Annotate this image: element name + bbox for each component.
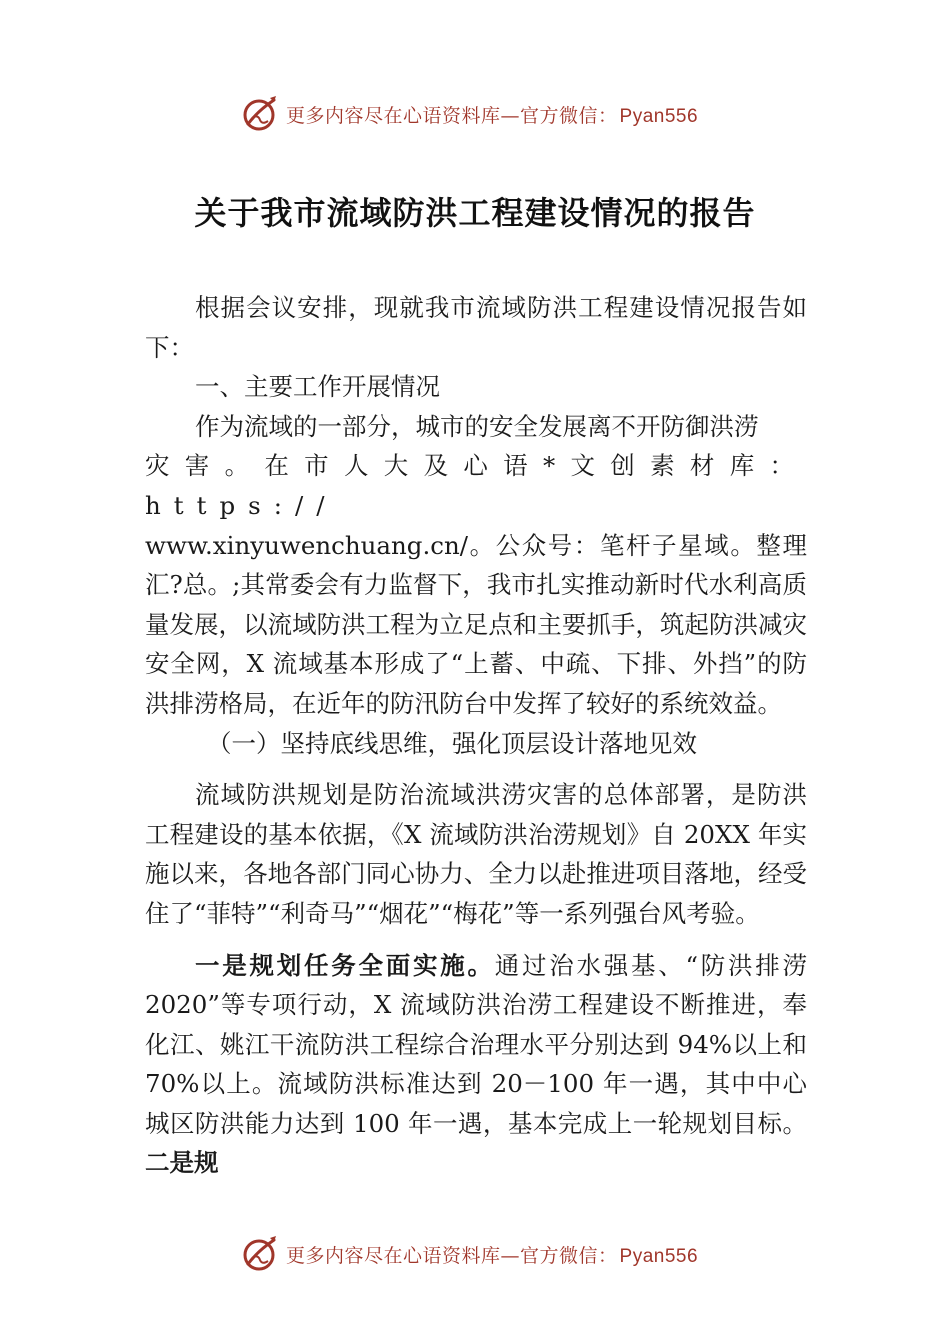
paragraph-text: 通过治水强基、“防洪排涝 2020”等专项行动，X 流域防洪治涝工程建设不断推进，奉化江、姚江干流防洪工程综合治理水平分别达到 94%以上和 70%以上。流域防洪标准达到 20－100 年一遇，其中中心城区防洪能力达到 100 年一遇，基本完成上一轮规划目标。 [145,950,807,1138]
subsection-heading-1: （一）坚持底线思维，强化顶层设计落地见效 [207,728,697,758]
banner-wechat-id: Pyan556 [619,105,699,127]
header-banner [240,94,698,134]
paragraph-line: 作为流域的一部分，城市的安全发展离不开防御洪涝 [195,411,759,441]
banner-text [286,101,698,128]
banner-slogan: 更多内容尽在心语资料库—官方微信： [286,104,618,127]
document-body [145,288,807,1183]
paragraph-with-lead [145,946,807,1184]
banner-wechat-id: Pyan556 [619,1245,699,1267]
bold-lead-text: 一是规划任务全面实施。 [195,950,495,980]
brush-logo-icon [240,1234,280,1274]
banner-text [286,1241,698,1268]
paragraph-line-spaced: 灾害。在市人大及心语*文创素材库：https:// [145,451,807,520]
footer-banner [240,1234,698,1274]
section-heading-1: 一、主要工作开展情况 [195,372,440,402]
banner-slogan: 更多内容尽在心语资料库—官方微信： [286,1244,618,1267]
paragraph: 流域防洪规划是防治流域洪涝灾害的总体部署，是防洪工程建设的基本依据，《X 流域防洪治涝规划》自 20XX 年实施以来，各地各部门同心协力、全力以赴推进项目落地，经受住了“菲特”“利奇马”“烟花”“梅花”等一系列强台风考验。 [145,780,807,928]
brush-logo-icon [240,94,280,134]
intro-paragraph: 根据会议安排，现就我市流域防洪工程建设情况报告如下： [145,293,807,362]
paragraph-continued: www.xinyuwenchuang.cn/。公众号：笔杆子星域。整理汇?总。;其常委会有力监督下，我市扎实推动新时代水利高质量发展，以流域防洪工程为立足点和主要抓手，筑起防洪减灾安全网，X 流域基本形成了“上蓄、中疏、下排、外挡”的防洪排涝格局，在近年的防汛防台中发挥了较好的系统效益。 [145,530,807,718]
document-title: 关于我市流域防洪工程建设情况的报告 [194,194,756,232]
bold-lead-text-2: 二是规 [145,1148,219,1178]
